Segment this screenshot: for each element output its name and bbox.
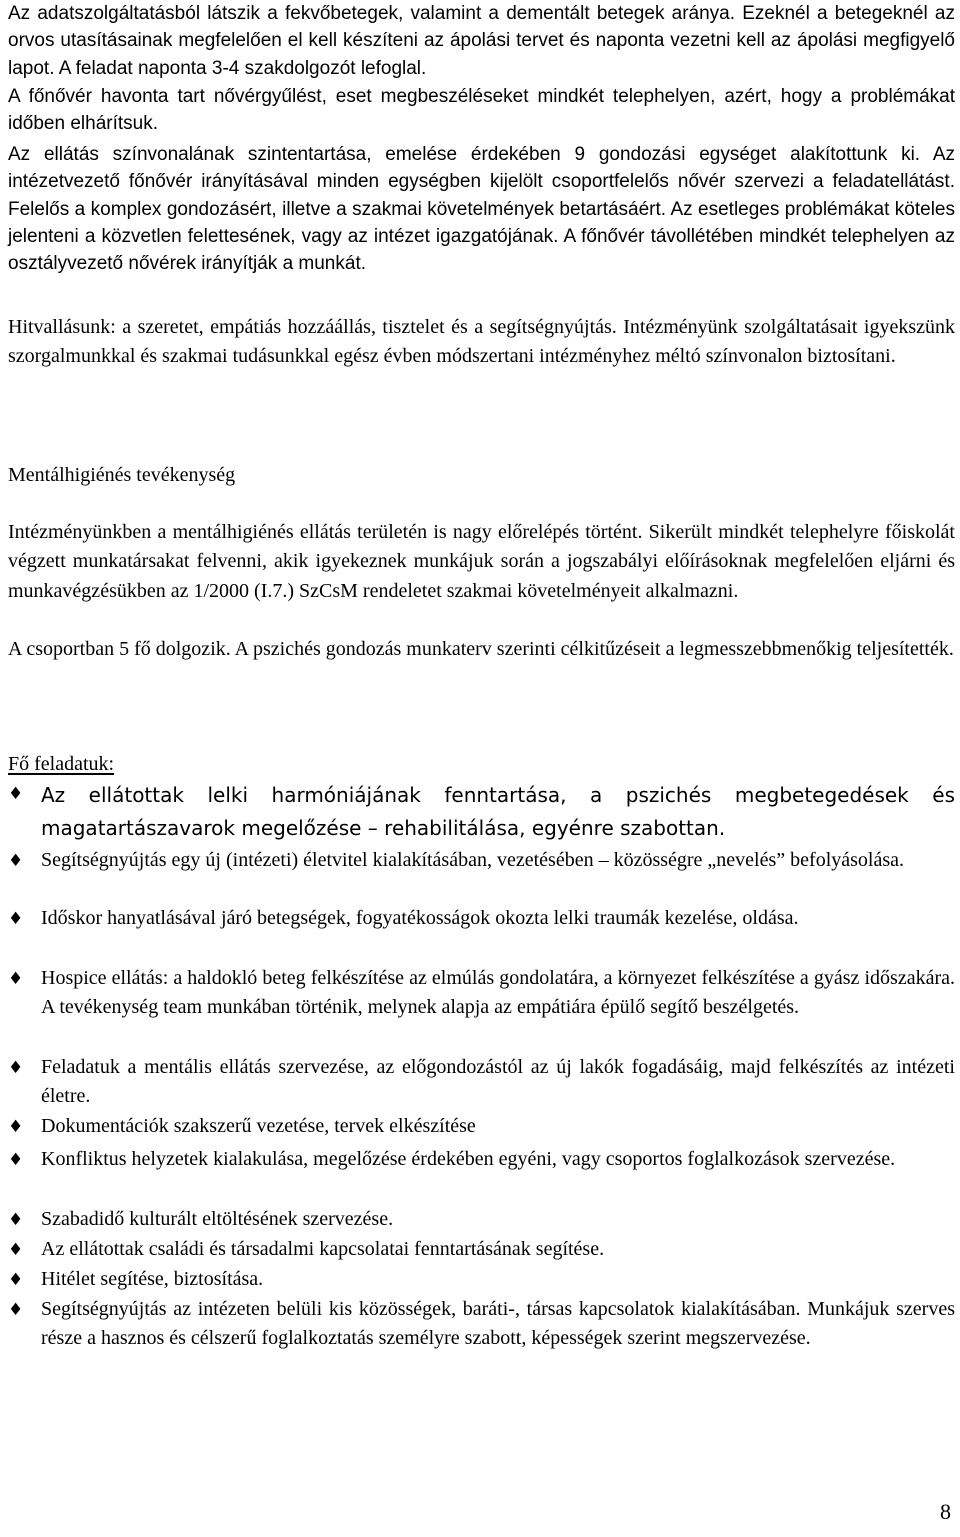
list-item-text: Az ellátottak családi és társadalmi kapcsolatai fenntartásának segítése. <box>41 1238 605 1260</box>
diamond-bullet-icon: ♦ <box>8 909 24 929</box>
section-title: Mentálhigiénés tevékenység <box>8 464 236 486</box>
list-item <box>8 1145 955 1174</box>
list-item-text: Hitélet segítése, biztosítása. <box>41 1268 264 1290</box>
list-item-text: Időskor hanyatlásával járó betegségek, fogyatékosságok okozta lelki traumák kezelése, oldása. <box>41 907 799 929</box>
list-item <box>8 1112 955 1141</box>
intro-paragraph-2: A főnővér havonta tart nővérgyűlést, eset megbeszéléseket mindkét telephelyen, azért, hogy a problémákat időben elhárítsuk. <box>8 86 955 135</box>
diamond-bullet-icon: ♦ <box>8 784 24 804</box>
list-item-text: Szabadidő kulturált eltöltésének szervezése. <box>41 1208 394 1230</box>
section-paragraph-2: A csoportban 5 fő dolgozik. A pszichés gondozás munkaterv szerinti célkitűzéseit a legmesszebbmenőkig teljesítették. <box>8 638 954 660</box>
intro-paragraph-3: Az ellátás színvonalának szintentartása, emelése érdekében 9 gondozási egységet alakítottunk ki. Az intézetvezető főnővér irányításával minden egységben kijelölt csoportfelelős nővér szervezi a feladatellátást. Felelős a komplex gondozásért, illetve a szakmai követelmények betartásáért. Az esetleges problémákat köteles jelenteni a közvetlen felettesének, vagy az intézet igazgatójának. A főnővér távollétében mindkét telephelyen az osztályvezető nővérek irányítják a munkát. <box>8 144 955 275</box>
list-item <box>8 1053 955 1112</box>
intro-paragraph-1: Az adatszolgáltatásból látszik a fekvőbetegek, valamint a dementált betegek aránya. Ezeknél a betegeknél az orvos utasításainak megfelelően el kell készíteni az ápolási tervet és naponta vezetni kell az ápolási megfigyelő lapot. A feladat naponta 3-4 szakdolgozót lefoglal. <box>8 3 955 79</box>
diamond-bullet-icon: ♦ <box>8 1117 24 1137</box>
list-item <box>8 779 955 845</box>
page-number: 8 <box>940 1499 951 1524</box>
list-item-text: Segítségnyújtás az intézeten belüli kis közösségek, baráti-, társas kapcsolatok kialakításában. Munkájuk szerves része a hasznos és célszerű foglalkoztatás személyre szabott, képességek szerint megszervezése. <box>41 1298 955 1350</box>
section-paragraph-1: Intézményünkben a mentálhigiénés ellátás területén is nagy előrelépés történt. Sikerült mindkét telephelyre főiskolát végzett munkatársakat felvenni, akik igyekeznek munkájuk során a jogszabályi előírásoknak megfelelően eljárni és munkavégzésükben az 1/2000 (I.7.) SzCsM rendeletet szakmai követelményeit alkalmazni. <box>8 521 955 602</box>
list-item-text: Az ellátottak lelki harmóniájának fenntartása, a pszichés megbetegedések és magatartászavarok megelőzése – rehabilitálása, egyénre szabottan. <box>41 783 955 840</box>
list-item-text: Feladatuk a mentális ellátás szervezése, az előgondozástól az új lakók fogadásáig, majd felkészítés az intézeti életre. <box>41 1056 955 1108</box>
list-item <box>8 964 955 1023</box>
list-item <box>8 1235 955 1264</box>
tasks-heading: Fő feladatuk: <box>8 753 115 775</box>
list-item <box>8 1295 955 1354</box>
diamond-bullet-icon: ♦ <box>8 1210 24 1230</box>
diamond-bullet-icon: ♦ <box>8 969 24 989</box>
diamond-bullet-icon: ♦ <box>8 851 24 871</box>
intro-paragraph-4: Hitvallásunk: a szeretet, empátiás hozzáállás, tisztelet és a segítségnyújtás. Intézményünk szolgáltatásait igyekszünk szorgalmunkkal és szakmai tudásunkkal egész évben módszertani intézményhez méltó színvonalon biztosítani. <box>8 316 955 368</box>
diamond-bullet-icon: ♦ <box>8 1300 24 1320</box>
list-item-text: Hospice ellátás: a haldokló beteg felkészítése az elmúlás gondolatára, a környezet felkészítése a gyász időszakára. A tevékenység team munkában történik, melynek alapja az empátiára épülő segítő beszélgetés. <box>41 967 955 1019</box>
list-item <box>8 1205 955 1234</box>
list-item <box>8 904 955 933</box>
diamond-bullet-icon: ♦ <box>8 1240 24 1260</box>
list-item-text: Segítségnyújtás egy új (intézeti) életvitel kialakításában, vezetésében – közösségre „nevelés” befolyásolása. <box>41 849 904 871</box>
list-item-text: Dokumentációk szakszerű vezetése, tervek elkészítése <box>41 1115 476 1137</box>
diamond-bullet-icon: ♦ <box>8 1150 24 1170</box>
diamond-bullet-icon: ♦ <box>8 1270 24 1290</box>
list-item <box>8 1265 955 1294</box>
list-item-text: Konfliktus helyzetek kialakulása, megelőzése érdekében egyéni, vagy csoportos foglalkozások szervezése. <box>41 1148 896 1170</box>
diamond-bullet-icon: ♦ <box>8 1058 24 1078</box>
list-item <box>8 846 955 875</box>
